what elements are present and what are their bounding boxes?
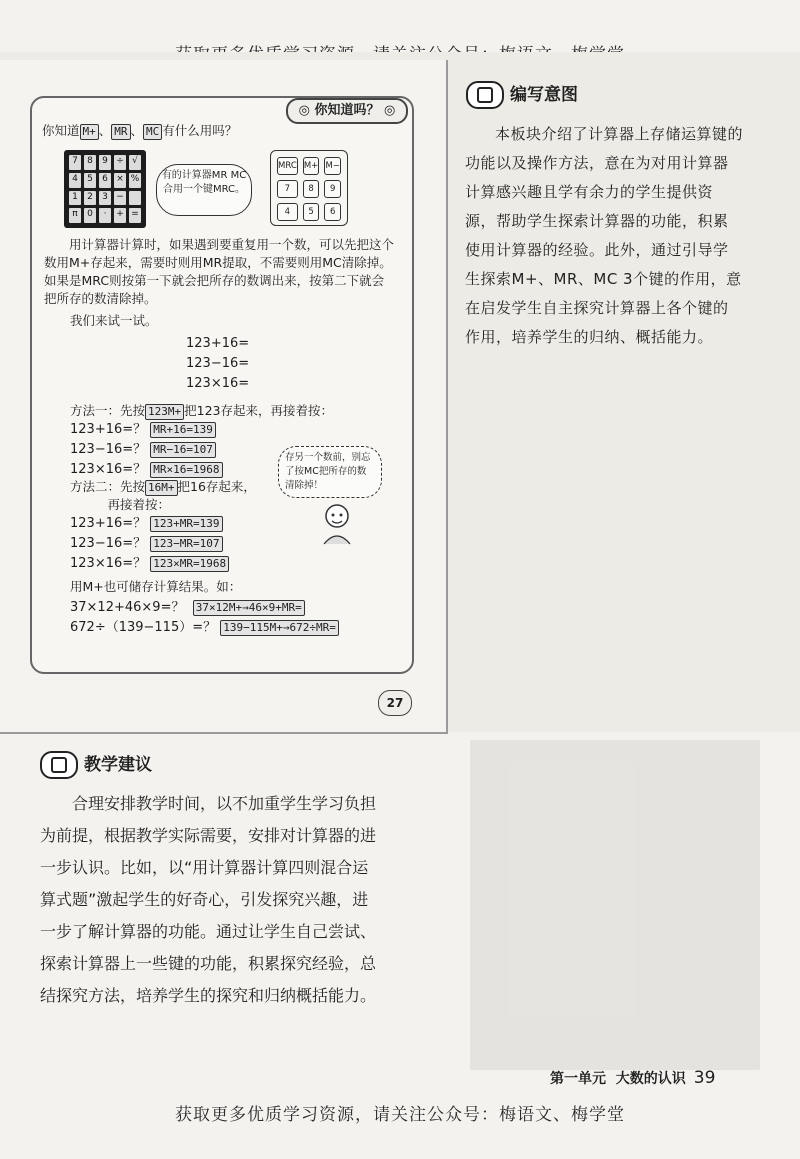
method-two-keys: 16M+ xyxy=(145,480,178,496)
did-you-know-tag-label: 你知道吗？ xyxy=(314,103,380,118)
example-question: 37×12+46×9=？ xyxy=(70,600,185,615)
method-question: 123−16=？ xyxy=(70,536,147,551)
method-one-suffix: 把123存起来，再接着按： xyxy=(184,403,333,418)
example-question: 672÷（139−115）=？ xyxy=(70,620,217,635)
method-one-intro xyxy=(70,402,400,420)
method-one-lines xyxy=(70,420,223,480)
key-mr: MR xyxy=(111,124,130,140)
method-line xyxy=(70,514,229,534)
method-question: 123×16=？ xyxy=(70,556,147,571)
calculator-keypad-illustration xyxy=(64,150,146,228)
method-keys: MR−16=107 xyxy=(150,442,216,458)
example-line xyxy=(70,598,339,618)
exercise-item: 123−16= xyxy=(186,356,250,371)
exercise-item: 123+16= xyxy=(186,336,250,351)
student-cartoon-icon xyxy=(316,500,358,546)
try-it-label: 我们来试一试。 xyxy=(70,313,158,328)
memory-key: 6 xyxy=(324,203,341,221)
method-keys: MR+16=139 xyxy=(150,422,216,438)
method-two-prefix: 方法二：先按 xyxy=(70,479,146,494)
keypad-key: × xyxy=(114,173,126,188)
question-sep: 、 xyxy=(98,123,112,138)
keypad-key: · xyxy=(99,208,111,223)
method-line xyxy=(70,420,223,440)
method-line xyxy=(70,554,229,574)
keypad-key: √ xyxy=(129,155,141,170)
keypad-key: 9 xyxy=(99,155,111,170)
method-keys: 123×MR=1968 xyxy=(150,556,229,572)
intent-heading xyxy=(466,80,578,109)
method-question: 123×16=？ xyxy=(70,462,147,477)
keypad-key: 2 xyxy=(84,191,96,206)
keypad-key: 7 xyxy=(69,155,81,170)
footer-page-number: 39 xyxy=(693,1068,716,1088)
example-line xyxy=(70,618,339,638)
keypad-key: + xyxy=(114,208,126,223)
memory-key: MRC xyxy=(277,157,298,175)
keypad-key: 6 xyxy=(99,173,111,188)
method-question: 123−16=？ xyxy=(70,442,147,457)
method-keys: MR×16=1968 xyxy=(150,462,222,478)
method-line xyxy=(70,460,223,480)
thought-bubble-clear-memory: 存另一个数前，别忘了按MC把所存的数清除掉！ xyxy=(278,446,382,498)
keypad-key: 3 xyxy=(99,191,111,206)
keypad-key: = xyxy=(129,208,141,223)
exercise-item: 123×16= xyxy=(186,376,250,391)
exercise-list xyxy=(186,334,249,394)
method-question: 123+16=？ xyxy=(70,516,147,531)
method-two-intro xyxy=(70,478,290,514)
method-line xyxy=(70,534,229,554)
key-mc: MC xyxy=(143,124,162,140)
book-icon xyxy=(466,81,504,109)
question-sep: 、 xyxy=(130,123,144,138)
pen-icon xyxy=(40,751,78,779)
keypad-key: 5 xyxy=(84,173,96,188)
example-keys: 139−115M+→672÷MR= xyxy=(220,620,339,636)
suggestion-text: 合理安排教学时间，以不加重学生学习负担为前提，根据教学实际需要，安排对计算器的进一步认识。比如，以“用计算器计算四则混合运算式题”激起学生的好奇心，引发探究兴趣，进一步了解计算器的功能。通过让学生自己尝试、探索计算器上一些键的功能，积累探究经验，总结探究方法，培养学生的探究和归纳概括能力。 xyxy=(40,794,377,1005)
method-keys: 123−MR=107 xyxy=(150,536,222,552)
intent-text: 本板块介绍了计算器上存储运算键的功能以及操作方法，意在为对用计算器计算感兴趣且学有余力的学生提供资源，帮助学生探索计算器的功能，积累使用计算器的经验。此外，通过引导学生探索M+、MR、MC 3个键的作用，意在启发学生自主探究计算器上各个键的作用，培养学生的归纳、概括能力。 xyxy=(465,125,744,346)
keypad-key xyxy=(129,191,141,206)
suggestion-heading-label: 教学建议 xyxy=(84,755,152,775)
keypad-key: 1 xyxy=(69,191,81,206)
method-two-continuation: 再接着按： xyxy=(107,497,171,512)
store-result-note: 用M+也可储存计算结果。如： xyxy=(70,579,242,594)
speech-bubble-mrc: 有的计算器MR MC合用一个键MRC。 xyxy=(156,164,252,216)
store-result-examples xyxy=(70,598,339,638)
footer-title: 大数的认识 xyxy=(615,1071,686,1087)
memory-key: 8 xyxy=(303,180,320,198)
memory-key: 7 xyxy=(277,180,298,198)
bleed-through-area xyxy=(470,740,760,1070)
question-line xyxy=(42,122,402,140)
method-keys: 123+MR=139 xyxy=(150,516,222,532)
method-line xyxy=(70,440,223,460)
memory-key: M+ xyxy=(303,157,320,175)
did-you-know-tag: ◎ 你知道吗？ ◎ xyxy=(286,98,408,124)
memory-keys-explanation: 用计算器计算时，如果遇到要重复用一个数，可以先把这个数用M+存起来，需要时则用MR提取，不需要则用MC清除掉。如果是MRC则按第一下就会把所存的数调出来，按第二下就会把所存的数清除掉。 xyxy=(44,237,395,306)
keypad-key: 0 xyxy=(84,208,96,223)
memory-keys-illustration xyxy=(270,150,348,226)
question-suffix: 有什么用吗？ xyxy=(162,123,238,138)
keypad-key: % xyxy=(129,173,141,188)
keypad-key: 8 xyxy=(84,155,96,170)
key-m-plus: M+ xyxy=(80,124,99,140)
memory-key: 5 xyxy=(303,203,320,221)
keypad-key: ÷ xyxy=(114,155,126,170)
keypad-key: 4 xyxy=(69,173,81,188)
keypad-key: π xyxy=(69,208,81,223)
method-question: 123+16=？ xyxy=(70,422,147,437)
suggestion-heading xyxy=(40,750,152,779)
memory-key: 4 xyxy=(277,203,298,221)
method-one-prefix: 方法一：先按 xyxy=(70,403,146,418)
memory-key: 9 xyxy=(324,180,341,198)
page-footer xyxy=(550,1068,715,1088)
question-prefix: 你知道 xyxy=(42,123,80,138)
method-one-keys: 123M+ xyxy=(145,404,184,420)
example-keys: 37×12M+→46×9+MR= xyxy=(193,600,305,616)
watermark-bottom: 获取更多优质学习资源，请关注公众号：梅语文、梅学堂 xyxy=(175,1105,625,1125)
footer-chapter: 第一单元 xyxy=(550,1071,606,1087)
inset-page-number: 27 xyxy=(378,690,412,716)
intent-heading-label: 编写意图 xyxy=(510,85,578,105)
method-two-suffix: 把16存起来， xyxy=(177,479,256,494)
memory-key: M− xyxy=(324,157,341,175)
method-two-lines xyxy=(70,514,229,574)
keypad-key: − xyxy=(114,191,126,206)
